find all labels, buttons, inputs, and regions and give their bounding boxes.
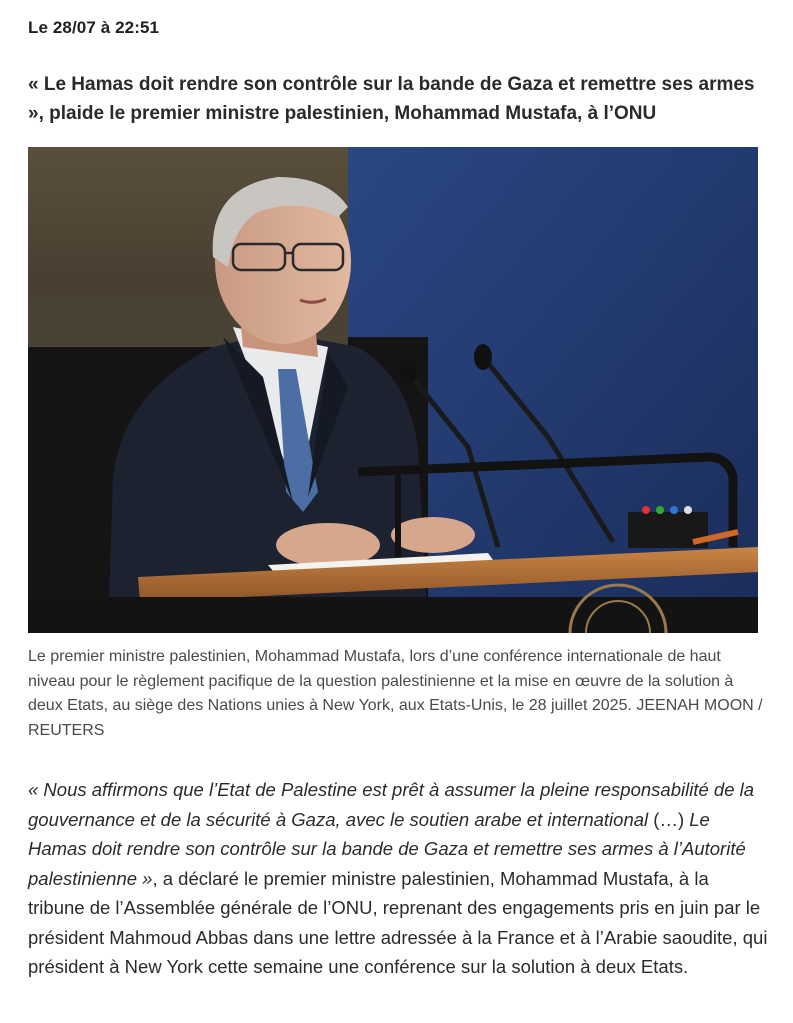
article-timestamp: Le 28/07 à 22:51 bbox=[28, 18, 160, 37]
article-body-paragraph bbox=[28, 775, 768, 982]
quote-part-2: Le Hamas doit rendre son contrôle sur la bande de Gaza et remettre ses armes à l’Autorité palestinienne » bbox=[28, 808, 746, 889]
quote-part-1: « Nous affirmons que l’Etat de Palestine est prêt à assumer la pleine responsabilité de la gouvernance et de la sécurité à Gaza, avec le soutien arabe et international bbox=[28, 779, 755, 830]
article-photo[interactable] bbox=[28, 147, 758, 633]
body-continuation: , a déclaré le premier ministre palestinien, Mohammad Mustafa, à la tribune de l’Assemblée générale de l’ONU, reprenant des engagements pris en juin par le président Mahmoud Abbas dans une lettre adressée à la France et à l’Arabie saoudite, qui président à New York cette semaine une conférence sur la solution à deux Etats. bbox=[28, 867, 768, 977]
photo-speaker-at-un-podium bbox=[28, 147, 758, 633]
quote-ellipsis: (…) bbox=[648, 808, 690, 830]
article-headline[interactable]: « Le Hamas doit rendre son contrôle sur la bande de Gaza et remettre ses armes », plaide le premier ministre palestinien, Mohammad Mustafa, à l’ONU bbox=[28, 74, 755, 124]
photo-caption: Le premier ministre palestinien, Mohammad Mustafa, lors d’une conférence internationale de haut niveau pour le règlement pacifique de la question palestinienne et la mise en œuvre de la solution à deux Etats, au siège des Nations unies à New York, aux Etats-Unis, le 28 juillet 2025. JEENAH MOON / REUTERS bbox=[28, 648, 763, 739]
